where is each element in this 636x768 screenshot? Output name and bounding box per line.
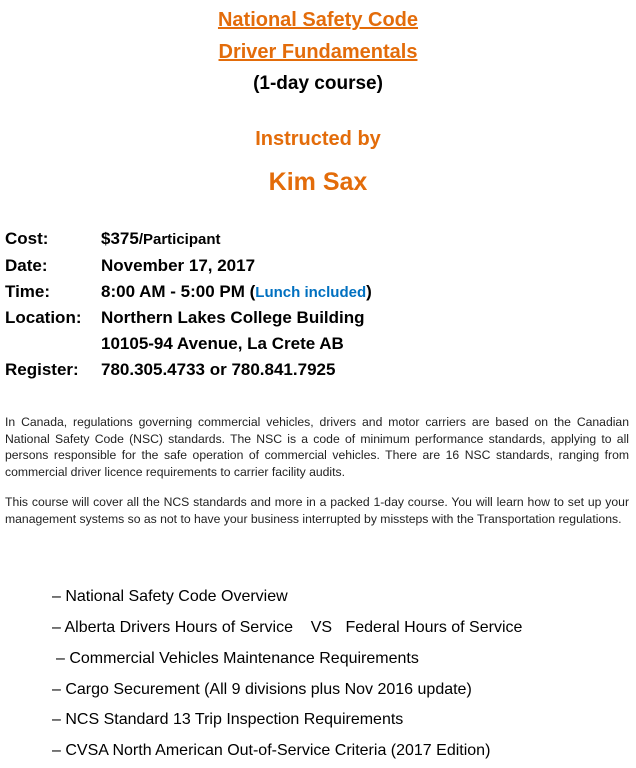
location-row-2 [5,334,344,354]
register-phone: 780.305.4733 or 780.841.7925 [101,360,336,379]
course-title-line1: National Safety Code [217,9,419,31]
location-line2: 10105-94 Avenue, La Crete AB [101,334,344,353]
cost-value: $375 [101,229,139,248]
topic-item: – Alberta Drivers Hours of Service VS Federal Hours of Service [52,619,523,636]
time-label: Time: [5,282,51,301]
location-line1: Northern Lakes College Building [101,308,365,327]
topic-item: – Cargo Securement (All 9 divisions plus Nov 2016 update) [52,681,472,698]
location-label: Location: [5,308,82,327]
time-close: ) [366,282,372,301]
instructed-by-label: Instructed by [255,128,381,150]
date-label: Date: [5,256,48,275]
course-description: This course will cover all the NCS standards and more in a packed 1-day course. You will learn how to set up your management systems so as not to have your business interrupted by missteps with the Transportation regulations. [5,495,629,526]
cost-unit: /Participant [138,231,221,248]
register-label: Register: [5,360,79,379]
register-row [5,360,335,380]
time-value: 8:00 AM - 5:00 PM ( [101,282,256,301]
lunch-note: Lunch included [255,284,367,301]
intro-paragraph: In Canada, regulations governing commercial vehicles, drivers and motor carriers are based on the Canadian National Safety Code (NSC) standards. The NSC is a code of minimum performance standards, applying to all persons responsible for the safe operation of commercial vehicles. There are 16 NSC standards, ranging from commercial driver licence requirements to carrier facility audits. [5,415,629,479]
topic-item: – National Safety Code Overview [52,588,288,605]
location-row [5,308,365,328]
course-duration: (1-day course) [253,73,383,94]
course-title-line2: Driver Fundamentals [218,41,418,63]
cost-row [5,229,221,249]
topic-item: – NCS Standard 13 Trip Inspection Requirements [52,711,404,728]
topic-item: – Commercial Vehicles Maintenance Requirements [56,650,419,667]
cost-label: Cost: [5,229,49,248]
instructor-name: Kim Sax [268,168,368,196]
topic-item: – CVSA North American Out-of-Service Criteria (2017 Edition) [52,742,491,759]
date-value: November 17, 2017 [101,256,256,275]
date-row [5,256,255,276]
time-row [5,282,372,302]
